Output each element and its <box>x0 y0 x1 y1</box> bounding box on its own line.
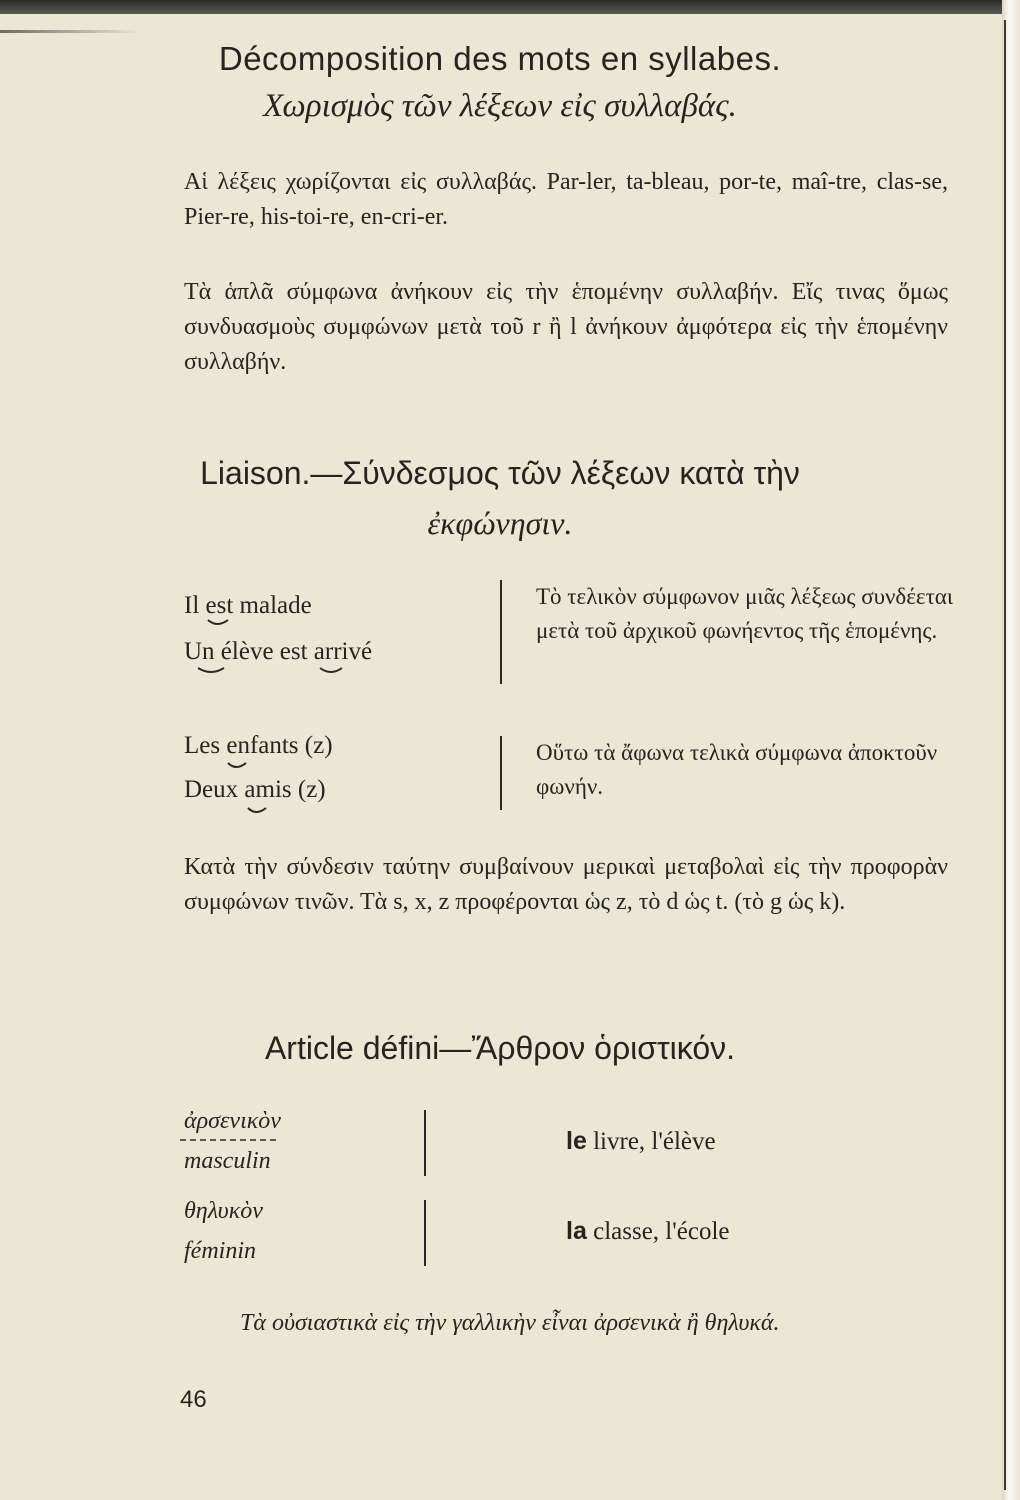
article-le: le <box>566 1127 587 1155</box>
paragraph-syllables: Αἱ λέξεις χωρίζονται εἰς συλλαβάς. Par-ler, ta-bleau, por-te, maî-tre, clas-se, Pier-re, his-toi-re, en-cri-er. <box>184 169 948 230</box>
liaison-example-4: Deux amis (z) <box>184 776 326 803</box>
article-masc-examples: livre, l'élève <box>593 1128 716 1155</box>
liaison-arc-1 <box>208 620 228 624</box>
liaison-explanation-2: Οὕτω τὰ ἄφωνα τελικὰ σύμφωνα ἀποκτοῦν φωνήν. <box>536 740 938 799</box>
title-french: Décomposition des mots en syllabes. <box>218 40 782 77</box>
gender-fem-french: féminin <box>184 1238 256 1264</box>
liaison-heading: Liaison.—Σύνδεσμος τῶν λέξεων κατὰ τὴν <box>200 455 800 491</box>
article-fem-examples: classe, l'école <box>593 1218 730 1245</box>
liaison-example-2: Un élève est arrivé <box>184 638 373 665</box>
article-la: la <box>566 1217 587 1245</box>
liaison-arc-3 <box>320 668 342 672</box>
article-heading: Article défini—Ἄρθρον ὁριστικόν. <box>264 1030 736 1066</box>
title-greek: Χωρισμὸς τῶν λέξεων εἰς συλλαβάς. <box>263 88 737 124</box>
paragraph-consonants: Τὰ ἁπλᾶ σύμφωνα ἀνήκουν εἰς τὴν ἑπομένην συλλαβήν. Εἴς τινας ὅμως συνδυασμοὺς συμφώνων μετὰ τοῦ r ἢ l ἀνήκουν ἀμφότερα εἰς τὴν ἑπομένην συλλαβήν. <box>184 279 948 375</box>
page-number: 46 <box>180 1386 207 1413</box>
liaison-arc-2 <box>198 668 224 672</box>
article-fem <box>566 1217 730 1246</box>
liaison-explanation-1: Τὸ τελικὸν σύμφωνον μιᾶς λέξεως συνδέεται μετὰ τοῦ ἀρχικοῦ φωνήεντος τῆς ἑπομένης. <box>536 584 954 643</box>
gender-masc-greek: ἀρσενικὸν <box>184 1108 281 1134</box>
liaison-example-3: Les enfants (z) <box>184 732 333 759</box>
gender-fem-greek: θηλυκὸν <box>184 1198 263 1224</box>
gender-masc-french: masculin <box>184 1148 271 1174</box>
brace-gender-fem <box>424 1200 426 1266</box>
paragraph-liaison-changes: Κατὰ τὴν σύνδεσιν ταύτην συμβαίνουν μερικαὶ μεταβολαὶ εἰς τὴν προφορὰν συμφώνων τινῶν. Τὰ s, x, z προφέρονται ὡς z, τὸ d ὡς t. (τὸ g ὡς k). <box>184 854 948 915</box>
liaison-arc-4 <box>228 763 246 767</box>
liaison-example-1: Il est malade <box>184 592 312 619</box>
article-closing-note: Τὰ οὐσιαστικὰ εἰς τὴν γαλλικὴν εἶναι ἀρσενικὰ ἢ θηλυκά. <box>240 1310 780 1336</box>
liaison-arc-5 <box>248 808 266 812</box>
brace-gender-masc <box>424 1110 426 1176</box>
article-masc <box>566 1127 716 1156</box>
liaison-heading-cont: ἐκφώνησιν. <box>427 505 573 541</box>
